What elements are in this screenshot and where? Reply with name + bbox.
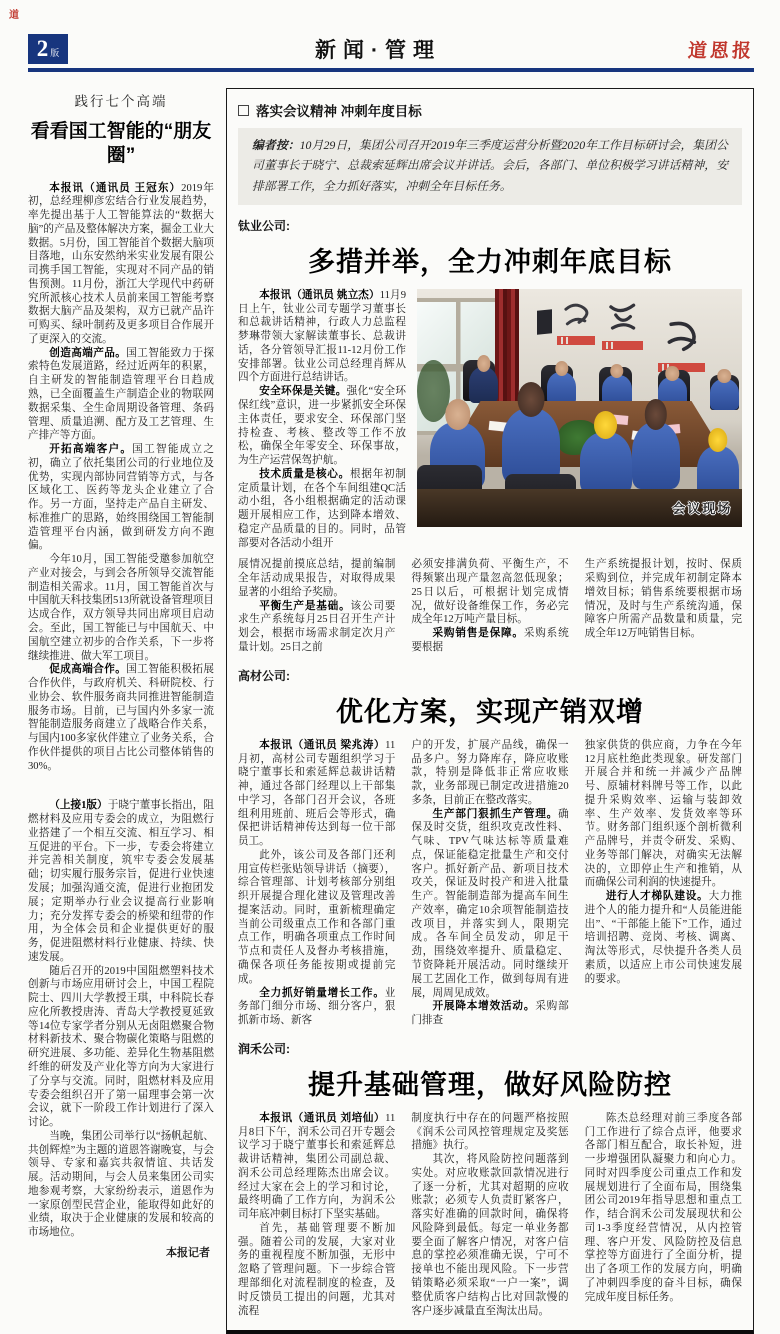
masthead-logo: 道恩报 (687, 40, 755, 62)
article-paragraph: 开展降本增效活动。采购部门排查 (411, 1001, 569, 1027)
photo-person (710, 379, 739, 410)
meeting-photo (417, 289, 742, 527)
text-column (585, 739, 742, 1028)
fold-corner-mark: 道 (9, 10, 19, 21)
photo-person-hardhat (580, 432, 632, 494)
text-column (411, 1112, 568, 1318)
article-paragraph: 全力抓好销量增长工作。业务部门细分市场、细分客户，狠抓新市场、新客 (238, 987, 396, 1027)
article-paragraph: 进行人才梯队建设。大力推进个人的能力提升和“人员能进能出”、“干部能上能下”工作，通过培训招聘、竞岗、考核、调离、淘汰等形式，尽快提升各类人员素质，以适应上市公司快速发展的要求。 (584, 891, 742, 985)
text-column (411, 558, 568, 654)
text-column (238, 739, 395, 1028)
article-paragraph: 制度执行中存在的问题严格按照《润禾公司风控管理规定及奖惩措施》执行。 (411, 1112, 569, 1152)
runhe-columns (238, 1112, 742, 1318)
page-header (28, 34, 754, 64)
article-paragraph: 技术质量是核心。根据年初制定质量计划，在各个车间组建QC活动小组，各小组根据确定的活动课题开展相应工作，达到降本增效、稳定产品质量的目的。同时，品管部要对各活动小组开 (238, 468, 406, 549)
article-paragraph: 必须安排满负荷、平衡生产，不得频繁出现产量忽高忽低现象；25日以后，可根据计划完成情况，做好设备维保工作，务必完成全年12万吨产量目标。 (411, 559, 569, 626)
article-paragraph: 首先，基础管理要不断加强。随着公司的发展，大家对业务的重视程度不断加强，无形中忽略了管理问题。下一步综合管理部细化对流程制度的检查，及时反馈员工提出的问题，尤其对流程 (238, 1222, 396, 1317)
headline-tiye: 多措并举，全力冲刺年底目标 (308, 246, 672, 277)
gaocai-columns (238, 739, 742, 1028)
article-paragraph: 今年10月，国工智能受邀参加航空产业对接会，与到会各所领导交流智能制造相关需求。11月，国工智能首次与中国航天科技集团513所就设备管理项目达成合作，双方领导共同出席项目启动会。至此，国工智能已与中国航天、中国航空建立初步的合作关系，下一步将继续推进、做大军工项目。 (28, 554, 214, 662)
photo-person (469, 367, 498, 403)
tiye-intro-column (238, 289, 406, 551)
photo-calligraphy-art (560, 296, 589, 334)
byline: 本报记者 (166, 1246, 210, 1259)
article-separator (28, 773, 214, 799)
header-rule (28, 68, 754, 72)
page-number: 2 (36, 36, 49, 61)
square-bullet-icon (238, 105, 249, 116)
article-paragraph: 开拓高端客户。国工智能成立之初，确立了依托集团公司的行业地位及优势，实现内部协同营销等方式，与各区域化工、医药等龙头企业建立了合作。另一方面，坚持走产品自主研发、标准推广的思路，始终围绕国工智能制造管理平台内涵，做到研发方向不跑偏。 (28, 444, 215, 552)
headline-gaocai: 优化方案，实现产销双增 (336, 696, 644, 727)
article-paragraph: 创造高端产品。国工智能致力于探索特色发展道路，经过近两年的积累，自主研发的智能制造管理平台日趋成熟，已全面覆盖生产制造企业的物联网数据采集、全生命周期设备管理、条码管理、质量追溯、配方及工艺管理、生产排产等方面。 (28, 347, 214, 442)
editor-note (238, 128, 742, 205)
article-paragraph: 本报讯（通讯员 姚立杰）11月9日上午，钛业公司专题学习董事长和总裁讲话精神，行政人力总监程梦琳带领大家解读董事长、总裁讲话，各分管领导汇报11-12月份工作安排部署。钛业公司总经理肖辉从四个方面进行总结讲话。 (238, 289, 406, 384)
photo-calligraphy-art (606, 294, 639, 339)
company-label-gaocai: 高材公司: (238, 668, 290, 683)
article-paragraph: 陈杰总经理对前三季度各部门工作进行了综合点评，他要求各部门相互配合，取长补短，进一步增强团队凝聚力和向心力。同时对四季度公司重点工作和发展规划进行了全面布局，围绕集团公司2019年指导思想和重点工作，结合润禾公司发展现状和公司1-3季度经营情况，从内控管理、客户开发、风险防控及信息掌控等方面进行了全面分析，提出了各项工作的发展方向，明确了冲刺四季度的奋斗目标，确保完成年度目标任务。 (584, 1112, 742, 1303)
editor-note-label: 编者按： (252, 138, 300, 152)
continued-paragraph: 当晚，集团公司举行以“扬帆起航、共创辉煌”为主题的道恩答谢晚宴，与会领导、专家和嘉宾共叙情谊、共话发展。活动期间，与会人员来集团公司实地参观考察，大家纷纷表示，道恩作为一家原创型民营企业，能取得如此好的业绩，取决于企业健康的发展和较高的市场地位。 (28, 1130, 214, 1239)
photo-person (547, 372, 576, 405)
text-column (585, 558, 742, 654)
continued-paragraph: （上接1版）于晓宁董事长指出，阻燃材料及应用专委会的成立，为阻燃行业搭建了一个相互交流、相互学习、相互促进的平台。下一步，专委会将建立并完善相关制度，筑牢专委会发展基础；切实履行服务宗旨，促进行业快速发展；加强沟通交流，促进行业抱团发展；定期举办行业会议提高行业影响力；充分发挥专委会的桥梁和纽带的作用，为全体会员和企业提供更好的服务，促进阻燃材料行业健康、持续、快速发展。 (28, 800, 215, 963)
tiye-bottom-columns (238, 558, 742, 654)
left-article (28, 88, 214, 1334)
editor-note-text: 10月29日，集团公司召开2019年三季度运营分析暨2020年工作目标研讨会，集团公司董事长于晓宁、总裁索延辉出席会议并讲话。会后，各部门、单位积极学习讲话精神，安排部署工作，全力抓好落实，冲刺全年目标任务。 (252, 138, 728, 193)
text-column (238, 1112, 395, 1318)
article-paragraph: 本报讯（通讯员 刘培仙）11月8日下午，润禾公司召开专题会议学习于晓宁董事长和索延辉总裁讲话精神，集团公司副总裁、润禾公司总经理陈杰出席会议。经过大家在会上的学习和讨论，最终明确了工作方向，为润禾公司年底冲刺目标打下坚实基础。 (238, 1112, 396, 1221)
article-paragraph: 其次，将风险防控问题落到实处。对应收账款回款情况进行了逐一分析，尤其对超期的应收账款；必须专人负责盯紧客户，落实好准确的回款时间，确保将风险降到最低。每定一单业务都要全面了解客户情况，对客户信息的掌控必须准确无误，宁可不接单也不能出现风险。下一步营销策略必须采取“一户一案”，调整优质客户结构占比对回款慢的客户逐步减量直至淘汰出局。 (411, 1154, 569, 1317)
photo-caption: 会议现场 (672, 501, 733, 517)
article-paragraph: 平衡生产是基础。该公司要求生产系统每月25日召开生产计划会，根据市场需求制定次月产量计划。25日之前 (238, 600, 396, 653)
page-unit: 版 (50, 48, 60, 58)
bulletin-flag-label: 落实会议精神 冲刺年度目标 (256, 104, 422, 119)
page-number-badge (28, 34, 68, 64)
article-title: 看看国工智能的“朋友圈” (30, 121, 212, 166)
section-title: 新闻·管理 (314, 39, 441, 62)
photo-red-banner (602, 341, 643, 350)
company-label-tiye: 钛业公司: (238, 218, 290, 233)
article-paragraph: 此外，该公司及各部门还利用宣传栏张贴领导讲话（摘要），综合管理部、计划考核部分别组织开展提合理化建议及管理改善提案活动。同时，重新梳理确定当前公司级重点工作和各部门重点工作，明确各项重点工作时间节点和责任人及督办考核措施，确保各项任务能按期或提前完成。 (238, 849, 396, 985)
article-paragraph: 安全环保是关键。强化“安全环保红线”意识，进一步紧抓安全环保主体责任，要求安全、环保部门坚持检查、考核、整改等工作不放松，确保全年零安全、环保事故，为生产运营保驾护航。 (238, 386, 406, 467)
article-paragraph: 展情况提前摸底总结，提前编制全年活动成果报告，对取得成果显著的小组给予奖励。 (238, 559, 396, 598)
article-paragraph: 户的开发，扩展产品线，确保一品多户。努力降库存，降应收账款，特别是降低非正常应收账款，业务部现已制定改进措施20多条，目前正在整改落实。 (411, 739, 569, 806)
photo-calligraphy-art (664, 313, 700, 361)
photo-person (632, 422, 681, 489)
article-paragraph: 促成高端合作。国工智能积极拓展合作伙伴，与政府机关、科研院校、行业协会、软件服务商共同推进智能制造服务市场。目前，已与国内外多家一流智能制造服务商建立了战略合作关系，与国内100多家伙伴建立了业务关系，合作伙伴提供的项目占比公司整体销售的30%。 (28, 664, 214, 772)
headline-runhe: 提升基础管理，做好风险防控 (308, 1069, 672, 1100)
article-kicker: 践行七个高端 (74, 94, 168, 109)
article-paragraph: 本报讯（通讯员 王冠东）2019年初，总经理柳彦宏结合行业发展趋势，率先提出基于人工智能算法的“数据大脑”的产品及整体解决方案，掘金工业大数据。5月份，国工智能首个数据大脑项目落地，山东安然纳米实业发展有限公司携手国工智能，实现对不同产品的销售预测。11月份，浙江大学现代中药研究所派核心技术人员前来国工智能考察数据大脑产品及架构，双方已就产品许可购买、绿叶制药及更多项目合作展开了更深入的交流。 (28, 182, 215, 345)
article-paragraph: 生产部门狠抓生产管理。确保及时交货，组织攻克改性料、气味、TPV气味达标等质量难点，保证能稳定批量生产和交付客户。抓好新产品、新项目技术攻关，保证及时投产和进入批量生产。智能制造部为提高车间生产效率，确定10余项智能制造技改项目，并落实到人，限期完成。各车间全员发动，卯足干劲，围绕效率提升、质量稳定、节资降耗开展活动。同时继续开展工艺固化工作，做到每周有进展，周周见成效。 (411, 808, 569, 999)
company-label-runhe: 润禾公司: (238, 1041, 290, 1056)
bulletin-flag (238, 100, 742, 120)
article-paragraph: 生产系统提报计划，按时、保质采购到位，并完成年初制定降本增效目标；销售系统要根据市场情况，及时与生产系统沟通，保障客户所需产品数量和质量，完成全年12万吨销售目标。 (584, 559, 742, 640)
article-paragraph: 采购销售是保障。采购系统要根据 (411, 628, 569, 653)
photo-wall-speaker (537, 309, 552, 334)
text-column (585, 1112, 742, 1318)
themed-section-box (226, 88, 754, 1334)
continued-paragraph: 随后召开的2019中国阻燃塑料技术创新与市场应用研讨会上，中国工程院院士、四川大学教授王琪，中科院长春应化所教授唐涛、青岛大学教授夏延致等14位专家学者分别从无卤阻燃聚合物材料新技术、聚合物碳化策略与阻燃的研究进展、多功能、差异化生物基阻燃纤维的研发及产业化等方向为大家进行了分享与交流。同时，阻燃材料及应用专委会组织召开了第一届理事会第一次会议，就下一阶段工作计划进行了深入讨论。 (28, 965, 214, 1129)
text-column (411, 739, 568, 1028)
photo-red-banner (557, 336, 595, 345)
article-paragraph: 本报讯（通讯员 梁兆涛）11月初，高材公司专题组织学习于晓宁董事长和索延辉总裁讲话精神，通过各部门经理以上干部集中学习，各部门召开会议，各班组利用班前、班后会等形式，确保把讲话精神传达到每一位干部员工。 (238, 739, 396, 848)
photo-person (502, 408, 561, 484)
article-paragraph: 独家供货的供应商，力争在今年12月底杜绝此类现象。研发部门开展合并和统一并减少产品牌号、原辅材料牌号等工作，以此提升采购效率、运输与装卸效率、生产效率、发货效率等环节。财务部门组织逐个剖析微利产品牌号，并责令研发、采购、业务等部门解决，对确实无法解决的，立即停止生产和推销，从而确保公司利润的快速提升。 (584, 739, 742, 889)
text-column (238, 558, 395, 654)
